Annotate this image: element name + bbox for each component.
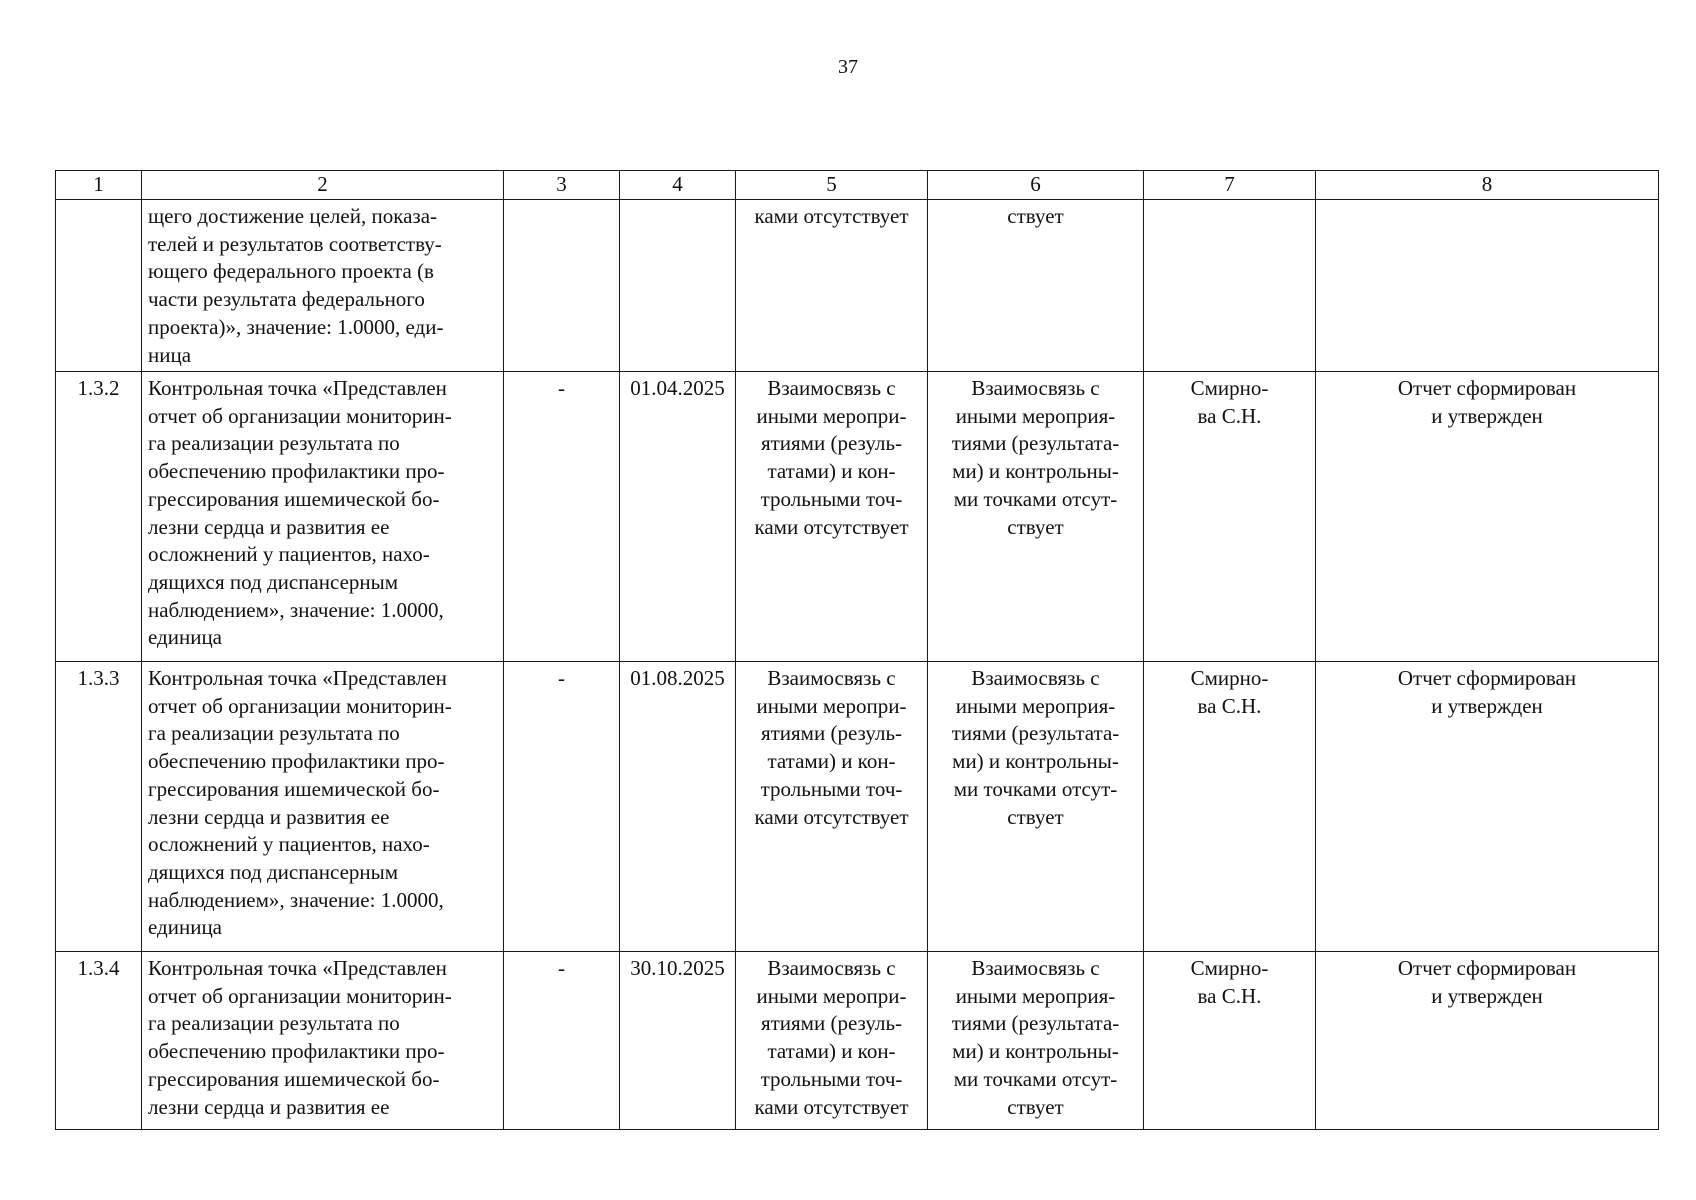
cell-col3 [504,200,620,372]
cell-description: щего достижение целей, показа- телей и результатов соответству- ющего федерального проекта (в части результата федерального проекта)», значение: 1.0000, еди- ница [142,200,504,372]
cell-responsible: Смирно- ва С.Н. [1144,952,1316,1130]
table-row [56,372,1659,662]
cell-date: 01.04.2025 [620,372,736,662]
cell-number: 1.3.2 [56,372,142,662]
header-row [56,171,1659,200]
cell-relation-2: Взаимосвязь с иными мероприя- тиями (результата- ми) и контрольны- ми точками отсут- ствует [928,952,1144,1130]
control-points-table [55,170,1659,1130]
table-row [56,662,1659,952]
cell-relation-1: ками отсутствует [736,200,928,372]
cell-relation-1: Взаимосвязь с иными меропри- ятиями (резуль- татами) и кон- трольными точ- ками отсутствует [736,952,928,1130]
column-header: 1 [56,171,142,200]
column-header: 7 [1144,171,1316,200]
column-header: 4 [620,171,736,200]
cell-col3: - [504,952,620,1130]
cell-relation-2: Взаимосвязь с иными мероприя- тиями (результата- ми) и контрольны- ми точками отсут- ствует [928,372,1144,662]
cell-col3: - [504,662,620,952]
cell-result: Отчет сформирован и утвержден [1316,372,1659,662]
page-number: 37 [838,56,858,78]
column-header: 6 [928,171,1144,200]
cell-result: Отчет сформирован и утвержден [1316,952,1659,1130]
cell-description: Контрольная точка «Представлен отчет об организации мониторин- га реализации результата по обеспечению профилактики про- грессирования ишемической бо- лезни сердца и развития ее [142,952,504,1130]
cell-responsible: Смирно- ва С.Н. [1144,662,1316,952]
cell-number: 1.3.3 [56,662,142,952]
column-header: 8 [1316,171,1659,200]
table-row-continuation [56,200,1659,372]
column-header: 5 [736,171,928,200]
cell-result: Отчет сформирован и утвержден [1316,662,1659,952]
cell-date [620,200,736,372]
cell-number: 1.3.4 [56,952,142,1130]
cell-relation-1: Взаимосвязь с иными меропри- ятиями (резуль- татами) и кон- трольными точ- ками отсутствует [736,372,928,662]
column-header: 2 [142,171,504,200]
cell-relation-2: Взаимосвязь с иными мероприя- тиями (результата- ми) и контрольны- ми точками отсут- ствует [928,662,1144,952]
cell-relation-1: Взаимосвязь с иными меропри- ятиями (резуль- татами) и кон- трольными точ- ками отсутствует [736,662,928,952]
cell-date: 30.10.2025 [620,952,736,1130]
cell-number [56,200,142,372]
table-row [56,952,1659,1130]
cell-relation-2: ствует [928,200,1144,372]
cell-responsible [1144,200,1316,372]
cell-responsible: Смирно- ва С.Н. [1144,372,1316,662]
cell-date: 01.08.2025 [620,662,736,952]
cell-description: Контрольная точка «Представлен отчет об организации мониторин- га реализации результата по обеспечению профилактики про- грессирования ишемической бо- лезни сердца и развития ее осложнений у пациентов, нахо- дящихся под диспансерным наблюдением», значение: 1.0000, единица [142,372,504,662]
column-header: 3 [504,171,620,200]
cell-description: Контрольная точка «Представлен отчет об организации мониторин- га реализации результата по обеспечению профилактики про- грессирования ишемической бо- лезни сердца и развития ее осложнений у пациентов, нахо- дящихся под диспансерным наблюдением», значение: 1.0000, единица [142,662,504,952]
cell-result [1316,200,1659,372]
cell-col3: - [504,372,620,662]
